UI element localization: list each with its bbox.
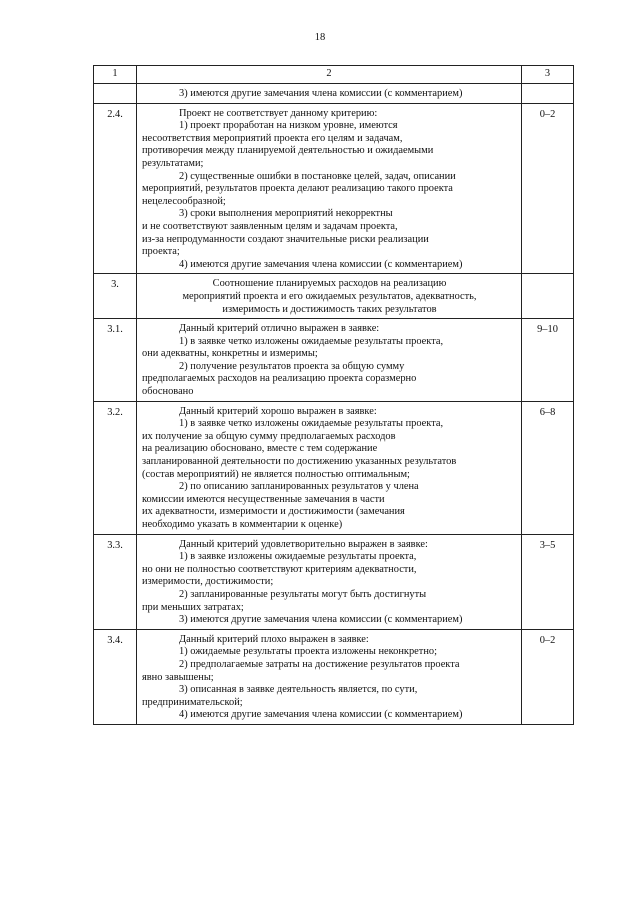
description-line: их адекватности, измеримости и достижимости (замечания	[142, 506, 405, 518]
description-line: результатами;	[142, 157, 204, 169]
table-row	[94, 274, 574, 319]
description-line: их получение за общую сумму предполагаемых расходов	[142, 430, 396, 442]
description-line: предпринимательской;	[142, 696, 243, 708]
description-line: они адекватны, конкретны и измеримы;	[142, 348, 318, 360]
description-line: комиссии имеются несущественные замечания в части	[142, 493, 385, 505]
description-line: несоответствия мероприятий проекта его целям и задачам,	[142, 132, 403, 144]
row-description	[137, 401, 522, 534]
criteria-table	[93, 65, 574, 725]
description-line: обосновано	[142, 386, 194, 398]
row-description	[137, 84, 522, 104]
header-col-1: 1	[94, 66, 137, 84]
row-score: 0–2	[522, 629, 574, 724]
description-line: 2) по описанию запланированных результатов у члена	[179, 481, 419, 493]
row-description	[137, 274, 522, 319]
row-description	[137, 103, 522, 274]
description-line: запланированной деятельности по достижению указанных результатов	[142, 456, 457, 468]
table-row	[94, 84, 574, 104]
description-line: при меньших затратах;	[142, 601, 244, 613]
description-line: проекта;	[142, 246, 180, 258]
criteria-table-body	[94, 66, 574, 725]
description-line: предполагаемых расходов на реализацию проекта соразмерно	[142, 373, 417, 385]
description-line: 1) в заявке изложены ожидаемые результаты проекта,	[179, 551, 417, 563]
row-score: 3–5	[522, 534, 574, 629]
description-line: 1) ожидаемые результаты проекта изложены неконкретно;	[179, 646, 437, 658]
description-line: мероприятий, результатов проекта делают реализацию такого проекта	[142, 183, 453, 195]
description-line: 4) имеются другие замечания члена комиссии (с комментарием)	[179, 258, 463, 270]
row-number: 3.2.	[94, 401, 137, 534]
description-line: 2) существенные ошибки в постановке целей, задач, описании	[179, 170, 456, 182]
description-line: 2) предполагаемые затраты на достижение результатов проекта	[179, 658, 460, 670]
description-line: 1) в заявке четко изложены ожидаемые результаты проекта,	[179, 335, 444, 347]
row-score: 9–10	[522, 319, 574, 402]
row-number: 3.1.	[94, 319, 137, 402]
table-header-row	[94, 66, 574, 84]
description-line: Данный критерий отлично выражен в заявке:	[179, 323, 380, 335]
table-row	[94, 534, 574, 629]
description-line: нецелесообразной;	[142, 195, 226, 207]
description-line: мероприятий проекта и его ожидаемых результатов, адекватность,	[182, 290, 477, 302]
description-line: измеримости, достижимости;	[142, 576, 274, 588]
description-line: но они не полностью соответствуют критериям адекватности,	[142, 563, 417, 575]
row-description	[137, 319, 522, 402]
row-number: 3.	[94, 274, 137, 319]
header-col-3: 3	[522, 66, 574, 84]
table-row	[94, 103, 574, 274]
description-line: Данный критерий хорошо выражен в заявке:	[179, 405, 377, 417]
description-line: противоречия между планируемой деятельностью и ожидаемыми	[142, 145, 434, 157]
row-score: 0–2	[522, 103, 574, 274]
description-line: (состав мероприятий) не является полностью оптимальным;	[142, 468, 410, 480]
table-row	[94, 629, 574, 724]
row-description	[137, 629, 522, 724]
row-score	[522, 84, 574, 104]
header-col-2: 2	[137, 66, 522, 84]
row-number	[94, 84, 137, 104]
description-line: необходимо указать в комментарии к оценке)	[142, 519, 343, 530]
description-line: из-за непродуманности создают значительные риски реализации	[142, 233, 429, 245]
row-score	[522, 274, 574, 319]
description-line: Соотношение планируемых расходов на реализацию	[212, 278, 447, 290]
page-number: 18	[314, 32, 326, 43]
description-line: Проект не соответствует данному критерию:	[179, 107, 378, 119]
description-line: явно завышены;	[142, 671, 214, 683]
description-line: Данный критерий удовлетворительно выражен в заявке:	[179, 538, 428, 550]
description-line: 2) получение результатов проекта за общую сумму	[179, 360, 405, 372]
description-line: на реализацию обосновано, вместе с тем содержание	[142, 443, 378, 455]
description-line: 1) проект проработан на низком уровне, имеются	[179, 120, 398, 132]
description-line: измеримость и достижимость таких результатов	[222, 303, 437, 315]
description-line: 3) сроки выполнения мероприятий некорректны	[179, 208, 393, 220]
row-number: 3.3.	[94, 534, 137, 629]
row-description	[137, 534, 522, 629]
description-line: 3) описанная в заявке деятельность является, по сути,	[179, 684, 418, 696]
description-line: 3) имеются другие замечания члена комиссии (с комментарием)	[179, 614, 463, 626]
table-row	[94, 319, 574, 402]
row-number: 2.4.	[94, 103, 137, 274]
table-row	[94, 401, 574, 534]
description-line: Данный критерий плохо выражен в заявке:	[179, 633, 369, 645]
description-line: 1) в заявке четко изложены ожидаемые результаты проекта,	[179, 418, 444, 430]
row-score: 6–8	[522, 401, 574, 534]
description-line: и не соответствуют заявленным целям и задачам проекта,	[142, 220, 398, 232]
description-line: 4) имеются другие замечания члена комиссии (с комментарием)	[179, 709, 463, 721]
row-number: 3.4.	[94, 629, 137, 724]
description-line: 3) имеются другие замечания члена комиссии (с комментарием)	[179, 88, 463, 99]
description-line: 2) запланированные результаты могут быть достигнуты	[179, 588, 427, 600]
